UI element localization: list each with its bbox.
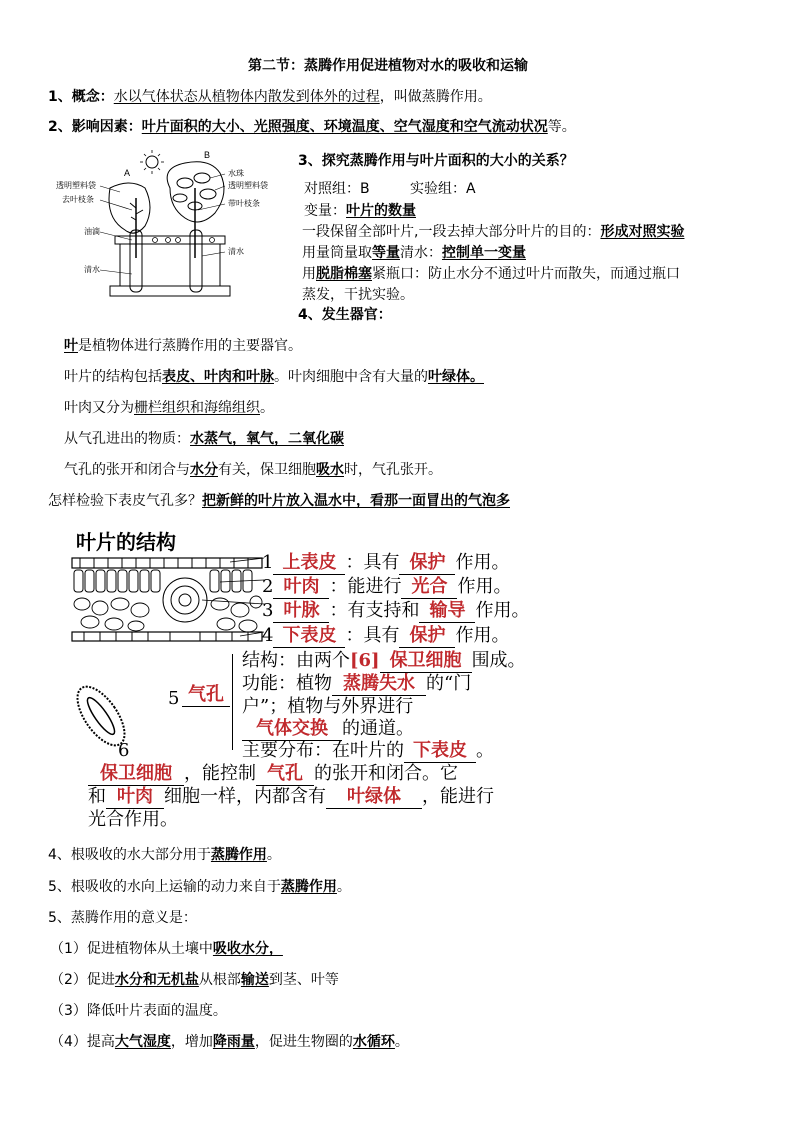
function-l3: 的通道。 xyxy=(342,718,414,739)
row1-answer: 上表皮 xyxy=(273,548,345,575)
guard-t1: ，能控制 xyxy=(184,763,256,784)
substances-pre: 从气孔进出的物质： xyxy=(64,431,190,447)
row1-answer2: 保护 xyxy=(399,548,455,575)
guard-t2: 的张开和闭合。它 xyxy=(314,763,458,784)
guard-answer2: 气孔 xyxy=(256,759,314,786)
purpose-line xyxy=(302,223,684,241)
water-use-text: 根吸收的水大部分用于 xyxy=(70,847,211,863)
significance-2 xyxy=(50,971,339,989)
control-group: 对照组：B xyxy=(304,181,370,197)
leaf-row-2 xyxy=(262,572,511,599)
leaf-row-4 xyxy=(262,621,509,648)
row3-text: ：有支持和 xyxy=(329,600,420,621)
sig2-text: （2）促进 xyxy=(50,972,115,988)
open-mid: 有关，保卫细胞 xyxy=(218,462,316,478)
leaf-row-1 xyxy=(262,548,509,575)
purpose-text: 一段保留全部叶片,一段去掉大部分叶片的目的： xyxy=(302,224,601,240)
water-mid: 清水： xyxy=(400,245,442,261)
row3-num: 3 xyxy=(262,600,274,621)
sig2-mid: 从根部 xyxy=(198,972,241,988)
sig2-answer: 水分和无机盐 xyxy=(114,972,199,988)
guard-num: 6 xyxy=(118,740,130,761)
variable-value: 叶片的数量 xyxy=(346,203,416,219)
mesophyll-post: 。 xyxy=(260,400,274,416)
row4-answer: 下表皮 xyxy=(273,621,345,648)
fig-label-b: B xyxy=(204,150,211,160)
factors-num: 2、 xyxy=(48,119,72,135)
open-water: 水分 xyxy=(190,462,218,478)
function-text: 功能：植物 xyxy=(242,673,332,694)
factors-label: 影响因素： xyxy=(71,119,142,135)
structure-chloroplast: 叶绿体。 xyxy=(428,369,484,385)
factors-line xyxy=(48,118,576,136)
mesophyll-pre: 叶肉又分为 xyxy=(64,400,134,416)
experiment-group: 实验组：A xyxy=(410,181,476,197)
structure-num: [6] xyxy=(350,650,380,671)
function-answer2: 气体交换 xyxy=(242,714,342,741)
leaf-row-3 xyxy=(262,596,529,623)
transport-answer: 蒸腾作用 xyxy=(280,879,337,895)
fig-label: 去叶枝条 xyxy=(62,195,94,204)
distribution-answer: 下表皮 xyxy=(404,736,476,763)
structure-text: 结构：由两个 xyxy=(242,650,350,671)
sig1-answer: 吸收水分， xyxy=(212,941,283,957)
fig-label: 带叶枝条 xyxy=(228,199,260,208)
concept-label: 概念： xyxy=(71,89,114,105)
transport-post: 。 xyxy=(336,879,351,895)
section4-title: 4、发生器官： xyxy=(298,307,392,323)
seal-line2: 蒸发，干扰实验。 xyxy=(302,287,414,303)
question-text: 怎样检验下表皮气孔多？ xyxy=(48,493,202,509)
structure-parts: 表皮、叶肉和叶脉 xyxy=(162,369,274,385)
sig1-text: （1）促进植物体从土壤中 xyxy=(50,941,213,957)
guard-t4: 细胞一样，内都含有 xyxy=(164,786,326,807)
guard-answer4: 叶绿体 xyxy=(326,782,422,809)
row1-text: ：具有 xyxy=(345,552,400,573)
row3-text2: 作用。 xyxy=(475,600,530,621)
page-title: 第二节：蒸腾作用促进植物对水的吸收和运输 xyxy=(248,58,528,74)
significance-1 xyxy=(50,940,283,958)
sig4-answer2: 降雨量 xyxy=(212,1034,255,1050)
variable-line xyxy=(304,202,416,220)
sig4-answer: 大气湿度 xyxy=(114,1034,171,1050)
section3-title: 3、探究蒸腾作用与叶片面积的大小的关系？ xyxy=(298,153,574,169)
variable-label: 变量： xyxy=(304,203,346,219)
sig2-answer2: 输送 xyxy=(240,972,269,988)
guard-answer: 保卫细胞 xyxy=(88,759,184,786)
row4-answer2: 保护 xyxy=(399,621,455,648)
seal-line xyxy=(302,265,680,283)
sig4-post: 。 xyxy=(394,1034,409,1050)
leaf-structure-title: 叶片的结构 xyxy=(76,530,176,554)
water-text: 用量筒量取 xyxy=(302,245,372,261)
distribution-text: 主要分布：在叶片的 xyxy=(242,740,404,761)
stomata-substances-line xyxy=(64,430,344,448)
row2-text2: 作用。 xyxy=(457,576,512,597)
water-use-post: 。 xyxy=(266,847,281,863)
row4-text: ：具有 xyxy=(345,625,400,646)
water-variable: 控制单一变量 xyxy=(442,245,526,261)
transport-text: 根吸收的水向上运输的动力来自于 xyxy=(70,879,281,895)
row3-answer2: 输导 xyxy=(419,596,475,623)
open-pre: 气孔的张开和闭合与 xyxy=(64,462,190,478)
concept-tail: ，叫做蒸腾作用。 xyxy=(379,89,492,105)
structure-pre: 叶片的结构包括 xyxy=(64,369,162,385)
stomata-open-line xyxy=(64,461,442,479)
sig4-text: （4）提高 xyxy=(50,1034,115,1050)
seal-post: 紧瓶口：防止水分不通过叶片而散失，而通过瓶口 xyxy=(372,266,680,282)
organ-text: 是植物体进行蒸腾作用的主要器官。 xyxy=(78,338,302,354)
fig-label: 清水 xyxy=(84,265,100,274)
significance-3: （3）降低叶片表面的温度。 xyxy=(50,1003,227,1019)
sun-icon xyxy=(140,150,164,174)
seal-pre: 用 xyxy=(302,266,316,282)
open-post: 时，气孔张开。 xyxy=(344,462,442,478)
guard-t3: 和 xyxy=(88,786,106,807)
water-use-answer: 蒸腾作用 xyxy=(210,847,267,863)
leaf-cross-section-drawing xyxy=(70,552,265,644)
sig2-post: 到茎、叶等 xyxy=(268,972,339,988)
transport-num: 5、 xyxy=(48,879,71,895)
mesophyll-tissues: 栅栏组织和海绵组织 xyxy=(134,400,260,416)
stomata-bracket xyxy=(232,654,239,750)
significance-title: 5、蒸腾作用的意义是： xyxy=(48,910,197,926)
transport-power-line xyxy=(48,878,351,896)
function-answer: 蒸腾失水 xyxy=(332,669,426,696)
row2-text: ：能进行 xyxy=(329,576,402,597)
row1-text2: 作用。 xyxy=(455,552,510,573)
fig-label: 清水 xyxy=(228,247,244,256)
concept-num: 1、 xyxy=(48,89,72,105)
stomata-label xyxy=(182,680,230,707)
water-line xyxy=(302,244,526,262)
factors-text: 叶片面积的大小、光照强度、环境温度、空气湿度和空气流动状况 xyxy=(141,119,548,135)
fig-label: 透明塑料袋 xyxy=(56,181,96,190)
row4-num: 4 xyxy=(262,625,274,646)
row2-num: 2 xyxy=(262,576,274,597)
function-post: 的“门 xyxy=(426,673,472,694)
fig-label: 油滴 xyxy=(84,227,100,236)
structure-answer: 保卫细胞 xyxy=(380,646,472,673)
guard-t5: ，能进行 xyxy=(422,786,494,807)
structure-mid: 。叶肉细胞中含有大量的 xyxy=(274,369,428,385)
concept-definition: 水以气体状态从植物体内散发到体外的过程 xyxy=(113,89,380,105)
water-equal: 等量 xyxy=(372,245,400,261)
question-answer: 把新鲜的叶片放入温水中，看那一面冒出的气泡多 xyxy=(202,493,510,509)
organ-leaf: 叶 xyxy=(64,338,78,354)
sig4-answer3: 水循环 xyxy=(352,1034,395,1050)
organ-line xyxy=(64,337,302,355)
distribution-post: 。 xyxy=(476,740,494,761)
water-use-num: 4、 xyxy=(48,847,71,863)
guard-answer3: 叶肉 xyxy=(106,782,164,809)
seal-cotton: 脱脂棉塞 xyxy=(316,266,372,282)
row1-num: 1 xyxy=(262,552,274,573)
stomata-function-2: 户”；植物与外界进行 xyxy=(242,696,414,717)
question-line xyxy=(48,492,510,510)
row4-text2: 作用。 xyxy=(455,625,510,646)
significance-4 xyxy=(50,1033,409,1051)
structure-line xyxy=(64,368,484,386)
row2-answer: 叶肉 xyxy=(273,572,329,599)
mesophyll-line xyxy=(64,399,274,417)
experiment-figure xyxy=(56,148,300,308)
sig4-mid2: ，促进生物圈的 xyxy=(254,1034,353,1050)
sig4-mid: ，增加 xyxy=(170,1034,213,1050)
fig-label-a: A xyxy=(124,168,131,178)
guard-cell-line3: 光合作用。 xyxy=(88,809,178,830)
factors-tail: 等。 xyxy=(547,119,576,135)
fig-label: 水珠 xyxy=(228,169,244,178)
concept-line xyxy=(48,88,492,106)
stomata-answer: 气孔 xyxy=(182,680,230,707)
leaf-cross-section xyxy=(70,552,265,644)
row3-answer: 叶脉 xyxy=(273,596,329,623)
row2-answer2: 光合 xyxy=(401,572,457,599)
substances-list: 水蒸气，氧气，二氧化碳 xyxy=(190,431,344,447)
open-absorb: 吸水 xyxy=(316,462,344,478)
purpose-value: 形成对照实验 xyxy=(600,224,685,240)
stomata-num: 5 xyxy=(168,688,180,709)
water-use-line xyxy=(48,846,281,864)
structure-post: 围成。 xyxy=(471,650,526,671)
fig-label: 透明塑料袋 xyxy=(228,181,268,190)
